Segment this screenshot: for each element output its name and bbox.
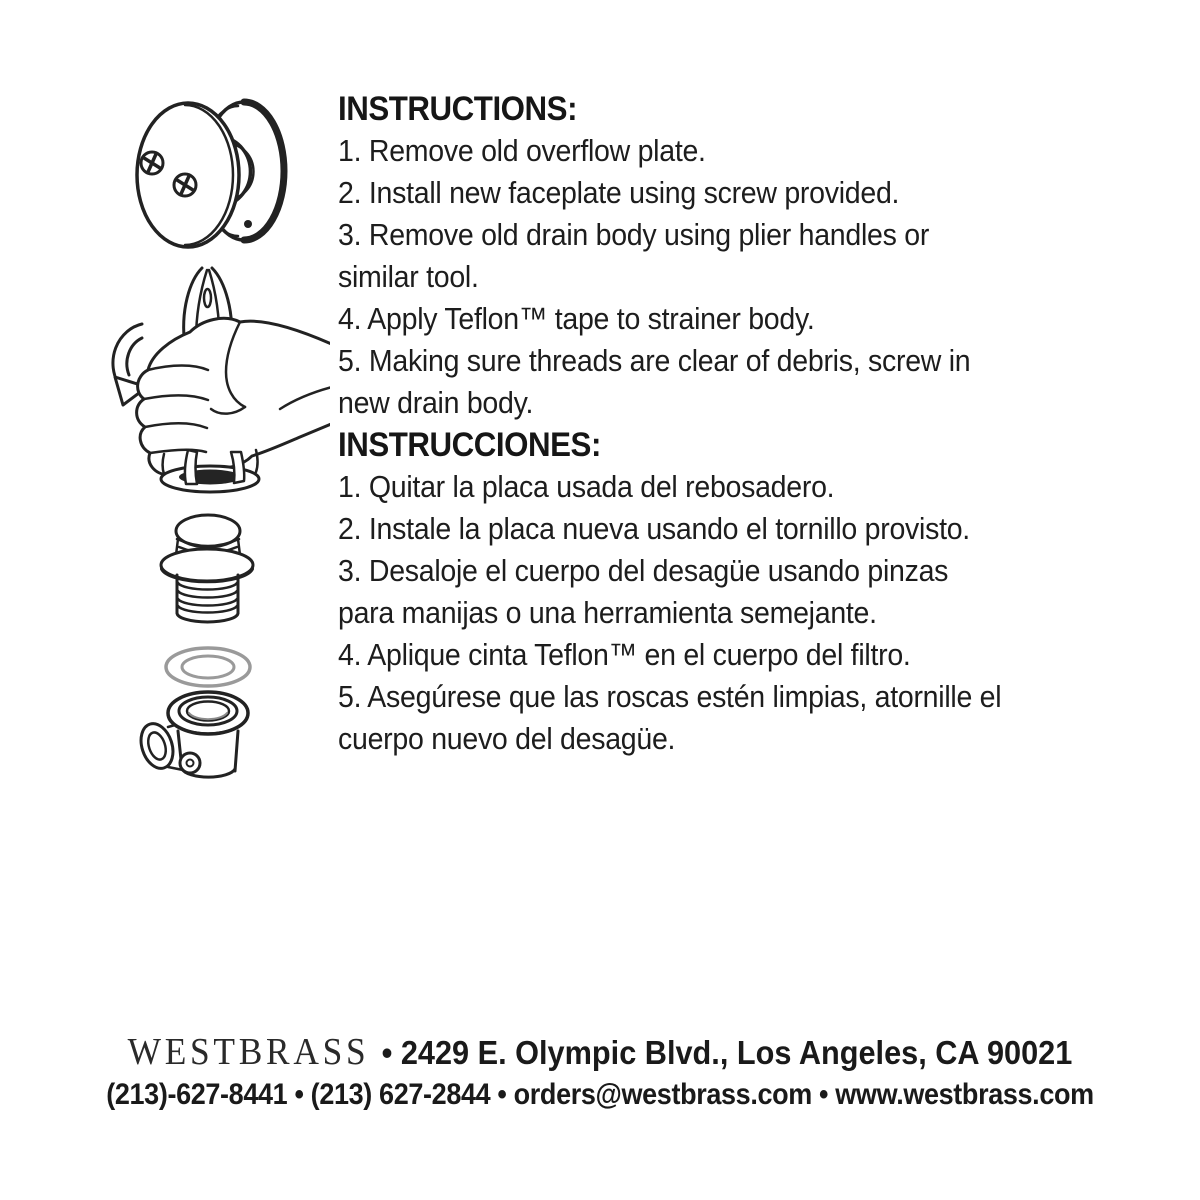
faceplate-icon	[137, 103, 239, 247]
instruction-line: 2. Instale la placa nueva usando el tornillo provisto.	[338, 511, 970, 546]
instruction-line: 4. Apply Teflon™ tape to strainer body.	[338, 301, 815, 336]
strainer-body-diagram-icon	[150, 505, 270, 650]
instructions-text-column	[338, 88, 1001, 760]
instructions-heading-es: INSTRUCCIONES:	[338, 426, 601, 464]
instruction-line: 5. Asegúrese que las roscas estén limpias, atornille el	[338, 679, 1002, 714]
screw-icon	[180, 753, 200, 773]
elbow-flange-icon	[168, 692, 248, 734]
footer-address-line	[42, 1030, 1158, 1075]
washer-icon	[166, 648, 250, 686]
instruction-line: new drain body.	[338, 385, 534, 420]
hand-with-pliers-diagram-icon	[90, 258, 330, 503]
instruction-line: 1. Remove old overflow plate.	[338, 133, 706, 168]
instructions-heading-en: INSTRUCTIONS:	[338, 90, 578, 128]
instruction-line: para manijas o una herramienta semejante.	[338, 595, 877, 630]
instruction-line: 4. Aplique cinta Teflon™ en el cuerpo del filtro.	[338, 637, 911, 672]
brand-name: WESTBRASS	[127, 1031, 370, 1073]
instruction-line: 3. Remove old drain body using plier handles or	[338, 217, 930, 252]
company-address: • 2429 E. Olympic Blvd., Los Angeles, CA 90021	[381, 1034, 1073, 1071]
instruction-line: cuerpo nuevo del desagüe.	[338, 721, 676, 756]
overflow-plate-diagram-icon	[125, 85, 295, 255]
washer-and-drain-elbow-diagram-icon	[130, 643, 270, 803]
instruction-line: similar tool.	[338, 259, 479, 294]
instruction-line: 3. Desaloje el cuerpo del desagüe usando pinzas	[338, 553, 949, 588]
elbow-body-icon	[178, 731, 238, 777]
instruction-line: 2. Install new faceplate using screw provided.	[338, 175, 900, 210]
instruction-line: 5. Making sure threads are clear of debris, screw in	[338, 343, 971, 378]
footer-contact-line: (213)-627-8441 • (213) 627-2844 • orders@westbrass.com • www.westbrass.com	[106, 1078, 1094, 1111]
screw-icon	[174, 174, 196, 196]
screw-icon	[141, 152, 163, 174]
footer	[0, 1030, 1200, 1115]
instruction-line: 1. Quitar la placa usada del rebosadero.	[338, 469, 835, 504]
